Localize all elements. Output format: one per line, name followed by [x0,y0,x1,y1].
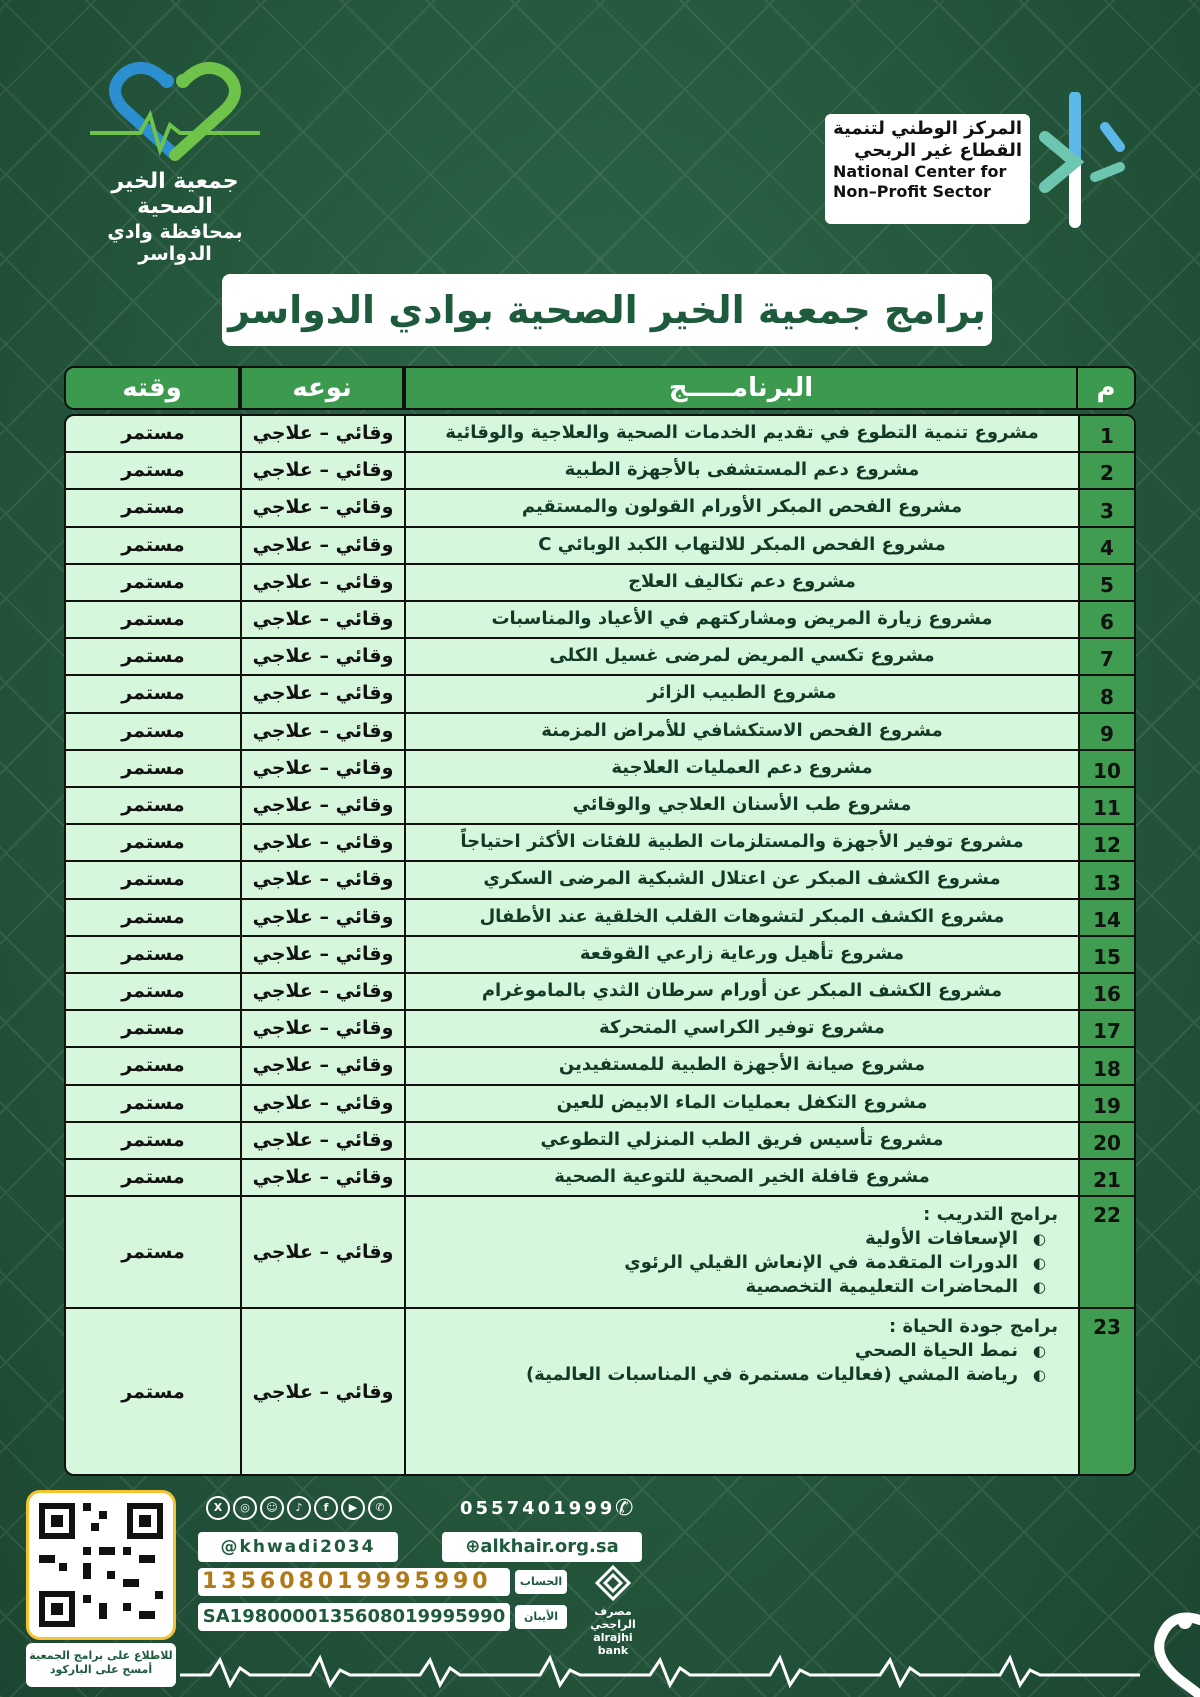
row-program: مشروع الفحص المبكر الأورام القولون والمستقيم [521,496,963,518]
phone-icon: ✆ [615,1496,634,1521]
table-row [66,714,1134,751]
row-program: مشروع صيانة الأجهزة الطبية للمستفيدين [558,1054,926,1076]
row-number: 18 [1080,1048,1134,1083]
row-type: وقائي – علاجي [252,533,394,556]
row-number: 21 [1080,1160,1134,1195]
header-type: نوعه [240,368,404,408]
table-row [66,676,1134,713]
ncnp-logo-plate [825,114,1030,224]
row-number: 9 [1080,714,1134,749]
row-time: مستمر [121,422,185,444]
qr-caption-line2: أمسح على الباركود [49,1663,153,1676]
row-time: مستمر [121,942,185,965]
row-program: مشروع التكفل بعمليات الماء الابيض للعين [556,1091,928,1113]
row-number: 23 [1080,1309,1134,1474]
row-program: مشروع تنمية التطوع في تقديم الخدمات الصحية والعلاجية والوقائية [445,422,1039,443]
table-row [66,639,1134,676]
whatsapp-icon[interactable]: ✆ [368,1496,392,1520]
programs-table [64,414,1136,1476]
program-group-item: ◐ الإسعافات الأولية [406,1227,1058,1251]
table-row [66,1123,1134,1160]
header-num: م [1096,373,1116,403]
row-number: 14 [1080,900,1134,935]
table-row [66,937,1134,974]
association-location: بمحافظة وادي الدواسر [107,221,243,265]
row-program: مشروع الكشف المبكر عن اعتلال الشبكية المرضى السكري [483,868,1001,890]
row-number: 5 [1080,565,1134,600]
row-number: 17 [1080,1011,1134,1046]
association-name: جمعية الخير الصحية [111,169,239,219]
row-type: وقائي – علاجي [252,1054,394,1077]
row-time: مستمر [121,682,185,705]
table-row-training [66,1197,1134,1309]
row-number: 1 [1080,416,1134,451]
row-program: مشروع تأهيل ورعاية زارعي القوقعة [579,942,905,964]
row-program: مشروع الكشف المبكر عن أورام سرطان الثدي بالماموغرام [481,980,1003,1001]
iban-number: SA1980000135608019995990 [198,1603,510,1631]
table-row [66,528,1134,565]
association-logo [70,55,280,265]
row-time: مستمر [121,1017,185,1040]
row-number: 11 [1080,788,1134,823]
table-row [66,416,1134,453]
phone-number[interactable]: 0557401999 [460,1498,616,1519]
row-number: 8 [1080,676,1134,711]
row-time: مستمر [121,1128,185,1151]
row-number: 7 [1080,639,1134,674]
row-type: وقائي – علاجي [252,570,394,593]
row-time: مستمر [121,1166,185,1188]
row-number: 10 [1080,751,1134,786]
row-type: وقائي – علاجي [252,1380,394,1403]
row-time: مستمر [121,1091,185,1114]
row-number: 20 [1080,1123,1134,1158]
table-row [66,1086,1134,1123]
ncnp-ar-line1: المركز الوطني لتنمية [833,118,1022,139]
table-row [66,862,1134,899]
qr-code[interactable] [26,1490,176,1640]
row-number: 6 [1080,602,1134,637]
ncnp-ar-line2: القطاع غير الربحي [854,140,1022,161]
row-program: مشروع زيارة المريض ومشاركتهم في الأعياد والمناسبات [491,608,993,629]
row-time: مستمر [121,645,185,668]
youtube-icon[interactable]: ▶ [341,1496,365,1520]
globe-icon: ⊕ [465,1536,481,1557]
tiktok-icon[interactable]: ♪ [287,1496,311,1520]
row-number: 19 [1080,1086,1134,1121]
facebook-icon[interactable]: f [314,1496,338,1520]
row-time: مستمر [121,1380,185,1403]
qr-caption-line1: للاطلاع على برامج الجمعية [29,1649,173,1662]
row-number: 15 [1080,937,1134,972]
table-row [66,490,1134,527]
row-type: وقائي – علاجي [252,1091,394,1114]
row-program: مشروع قافلة الخير الصحية للتوعية الصحية [554,1166,930,1187]
table-row [66,1011,1134,1048]
social-handle[interactable]: @khwadi2034 [198,1532,398,1562]
header-time: وقته [66,368,240,408]
row-program: مشروع تأسيس فريق الطب المنزلي التطوعي [540,1128,944,1150]
row-type: وقائي – علاجي [252,682,394,705]
account-number: 135608019995990 [198,1568,510,1596]
row-program: مشروع توفير الأجهزة والمستلزمات الطبية للفئات الأكثر احتياجاً [460,831,1024,853]
row-program: مشروع الفحص المبكر للالتهاب الكبد الوبائي C [538,533,946,555]
row-time: مستمر [121,719,185,742]
row-time: مستمر [121,570,185,593]
table-row [66,602,1134,639]
page-title-box [222,274,992,346]
row-time: مستمر [121,868,185,891]
table-row [66,900,1134,937]
row-number: 12 [1080,825,1134,860]
table-row [66,974,1134,1011]
table-row [66,751,1134,788]
row-type: وقائي – علاجي [252,794,394,816]
row-type: وقائي – علاجي [252,868,394,891]
row-time: مستمر [121,1241,185,1264]
row-program: مشروع دعم المستشفى بالأجهزة الطبية [564,459,920,481]
program-group-item: ◐ الدورات المتقدمة في الإنعاش القيلي الرئوي [406,1251,1058,1275]
row-type: وقائي – علاجي [252,1128,394,1151]
table-row [66,825,1134,862]
ncnp-en-line2: Non–Profit Sector [833,182,991,201]
row-number: 4 [1080,528,1134,563]
row-time: مستمر [121,496,185,519]
row-time: مستمر [121,905,185,928]
table-row [66,1048,1134,1085]
qr-caption [26,1643,176,1687]
ncnp-logo [810,92,1140,232]
program-group-item: ◐ نمط الحياة الصحي [406,1339,1058,1363]
row-time: مستمر [121,1054,185,1077]
row-type: وقائي – علاجي [252,719,394,742]
table-row [66,788,1134,825]
table-row [66,453,1134,490]
row-program: مشروع الفحص الاستكشافي للأمراض المزمنة [541,719,943,741]
ncnp-en-line1: National Center for [833,162,1007,181]
row-type: وقائي – علاجي [252,980,394,1002]
row-time: مستمر [121,794,185,816]
program-group-heading: برامج جودة الحياة : [889,1316,1058,1338]
account-label: الحساب [515,1570,567,1594]
instagram-icon[interactable]: ◎ [233,1496,257,1520]
row-type: وقائي – علاجي [252,1166,394,1188]
row-type: وقائي – علاجي [252,1241,394,1264]
row-type: وقائي – علاجي [252,459,394,482]
page-title: برامج جمعية الخير الصحية بوادي الدواسر [228,288,986,332]
row-type: وقائي – علاجي [252,608,394,630]
bank-emblem-icon [593,1565,633,1601]
row-type: وقائي – علاجي [252,1017,394,1040]
row-time: مستمر [121,533,185,556]
corner-heart-icon [1130,1600,1200,1697]
row-program: مشروع طب الأسنان العلاجي والوقائي [572,794,912,815]
row-type: وقائي – علاجي [252,645,394,668]
bank-name-ar: مصرف الراجحي [590,1605,636,1631]
table-row [66,1160,1134,1197]
pulse-line-decoration [180,1650,1140,1690]
table-header [64,366,1136,410]
row-program: مشروع توفير الكراسي المتحركة [599,1017,885,1039]
row-time: مستمر [121,831,185,854]
bank-logo [578,1565,648,1657]
row-number: 22 [1080,1197,1134,1307]
x-icon[interactable]: X [206,1496,230,1520]
snapchat-icon[interactable]: ☺ [260,1496,284,1520]
program-group-item: ◐ المحاضرات التعليمية التخصصية [406,1275,1058,1299]
row-time: مستمر [121,756,185,779]
row-program: مشروع دعم تكاليف العلاج [628,570,856,592]
row-program-training [406,1197,1078,1307]
row-program: مشروع دعم العمليات العلاجية [611,756,873,778]
row-type: وقائي – علاجي [252,496,394,519]
row-type: وقائي – علاجي [252,422,394,444]
row-number: 16 [1080,974,1134,1009]
row-time: مستمر [121,980,185,1002]
row-number: 2 [1080,453,1134,488]
ncnp-emblem-icon [1035,92,1135,232]
row-time: مستمر [121,459,185,482]
header-program: البرنامـــــج [404,368,1078,408]
program-group-item: ◐ رياضة المشي (فعاليات مستمرة في المناسبات العالمية) [406,1363,1058,1387]
bank-name-en: alrajhi bank [593,1631,633,1657]
social-icons [206,1496,392,1520]
row-program: مشروع الكشف المبكر لتشوهات القلب الخلقية عند الأطفال [479,905,1005,927]
heart-pulse-icon [85,55,265,165]
row-type: وقائي – علاجي [252,831,394,854]
table-row-quality [66,1309,1134,1474]
website-link[interactable] [442,1532,642,1562]
row-program: مشروع تكسي المريض لمرضى غسيل الكلى [549,645,935,667]
program-group-heading: برامج التدريب : [923,1204,1058,1226]
row-time: مستمر [121,608,185,630]
iban-label: الأيبان [515,1605,567,1629]
row-type: وقائي – علاجي [252,756,394,779]
table-row [66,565,1134,602]
row-type: وقائي – علاجي [252,942,394,965]
row-number: 3 [1080,490,1134,525]
qr-code-image [29,1493,173,1637]
website-text: alkhair.org.sa [480,1536,619,1557]
row-program-quality [406,1309,1078,1474]
row-number: 13 [1080,862,1134,897]
row-type: وقائي – علاجي [252,905,394,928]
row-program: مشروع الطبيب الزائر [647,682,837,704]
